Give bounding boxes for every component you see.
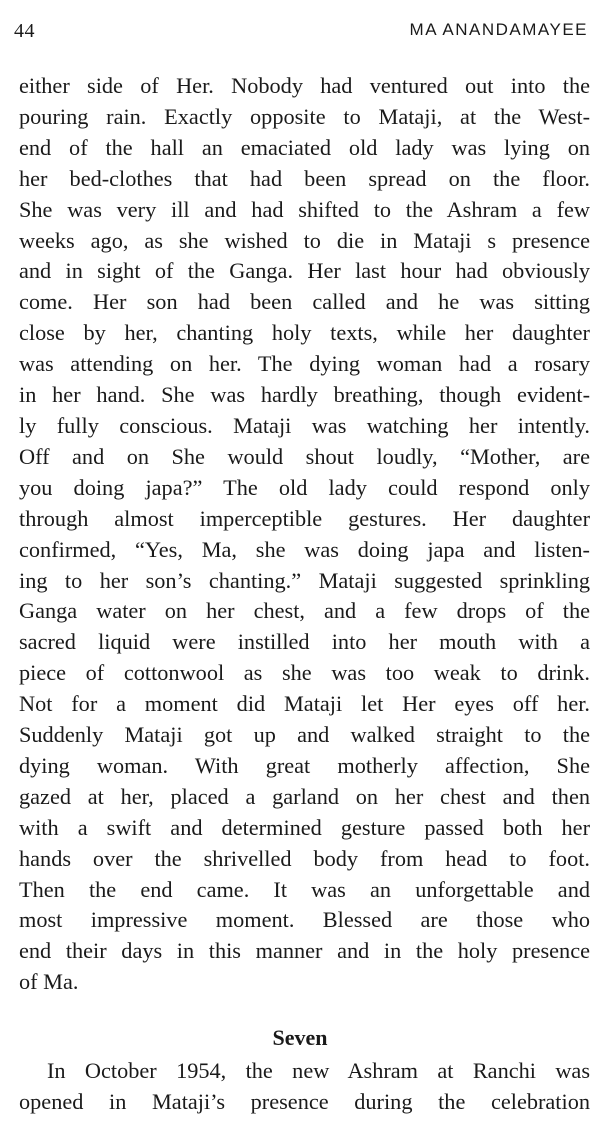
text-line: through almost imperceptible gestures. Her daughter [19, 505, 590, 531]
text-line: end their days in this manner and in the holy presence [19, 938, 590, 964]
text-line: with a swift and determined gesture passed both her [19, 814, 590, 840]
text-line: and in sight of the Ganga. Her last hour had obviously [19, 258, 590, 284]
text-line: either side of Her. Nobody had ventured out into the [19, 73, 590, 98]
paragraph-main [19, 71, 590, 998]
text-line: in her hand. She was hardly breathing, though evident- [19, 382, 590, 408]
text-line: of Ma. [19, 969, 79, 995]
text-line: confirmed, “Yes, Ma, she was doing japa and listen- [19, 536, 590, 562]
text-line: Ganga water on her chest, and a few drops of the [19, 598, 590, 624]
text-line: weeks ago, as she wished to die in Mataji s presence [19, 227, 590, 253]
text-line: hands over the shrivelled body from head to foot. [19, 845, 590, 871]
text-line: piece of cottonwool as she was too weak to drink. [19, 660, 590, 686]
text-line: sacred liquid were instilled into her mouth with a [19, 629, 590, 655]
text-line: end of the hall an emaciated old lady was lying on [19, 134, 590, 160]
text-line: was attending on her. The dying woman had a rosary [19, 351, 590, 377]
text-line: Off and on She would shout loudly, “Mother, are [19, 443, 590, 469]
text-line: ly fully conscious. Mataji was watching her intently. [19, 412, 590, 438]
running-title: MA ANANDAMAYEE [409, 20, 588, 39]
section-heading: Seven [272, 1025, 328, 1050]
text-line: ing to her son’s chanting.” Mataji suggested sprinkling [19, 567, 590, 593]
text-line: Then the end came. It was an unforgettable and [19, 876, 590, 902]
text-line: Not for a moment did Mataji let Her eyes off her. [19, 691, 590, 717]
running-header [0, 0, 600, 60]
text-line: gazed at her, placed a garland on her chest and then [19, 783, 590, 809]
text-line: most impressive moment. Blessed are those who [19, 907, 590, 933]
page-number: 44 [14, 20, 35, 42]
text-line: her bed-clothes that had been spread on the floor. [19, 165, 590, 191]
text-line: close by her, chanting holy texts, while her daughter [19, 320, 590, 346]
text-line: In October 1954, the new Ashram at Ranchi was [47, 1058, 590, 1083]
text-line: pouring rain. Exactly opposite to Mataji, at the West- [19, 103, 590, 129]
text-line: come. Her son had been called and he was sitting [19, 289, 590, 315]
text-line: Suddenly Mataji got up and walked straight to the [19, 722, 590, 748]
paragraph-next-section [19, 1056, 590, 1118]
text-line: you doing japa?” The old lady could respond only [19, 474, 590, 500]
text-line: She was very ill and had shifted to the Ashram a few [19, 196, 590, 222]
text-line: dying woman. With great motherly affection, She [19, 752, 590, 778]
text-line: opened in Mataji’s presence during the celebration [19, 1088, 590, 1114]
